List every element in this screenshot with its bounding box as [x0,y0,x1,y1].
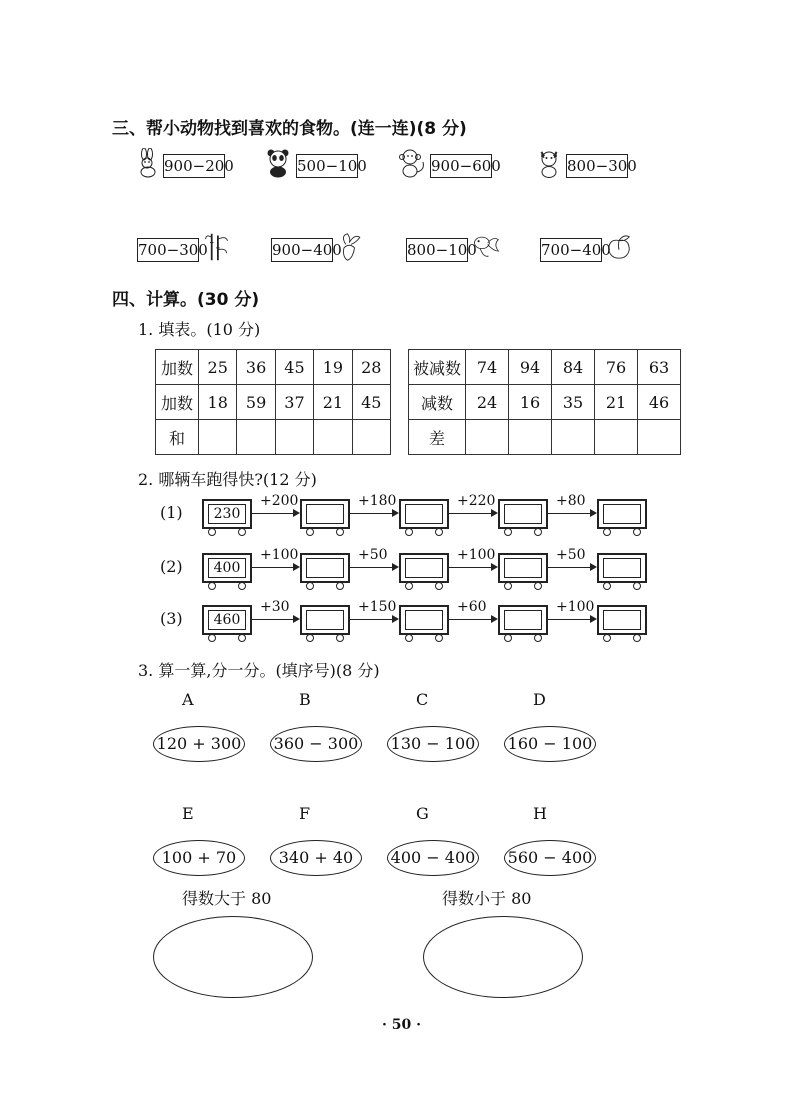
table-row [409,385,681,420]
car-start-value: 230 [208,504,246,524]
car-answer-box[interactable] [504,504,542,524]
arrow-icon [350,513,397,514]
table-cell: 45 [275,350,313,385]
table-cell: 76 [595,350,638,385]
answer-cell[interactable] [352,420,390,455]
car-answer-box[interactable] [504,558,542,578]
item-letter: D [533,690,546,709]
car[interactable] [498,605,548,639]
wheel-icon [534,582,542,590]
step-label: +200 [260,493,299,509]
item-letter: C [416,690,429,709]
table-cell: 被减数 [409,350,466,385]
expression-oval[interactable]: 100 + 70 [153,840,245,876]
answer-cell[interactable] [509,420,552,455]
wheel-icon [336,528,344,536]
section3-title: 三、帮小动物找到喜欢的食物。(连一连)(8 分) [112,119,467,139]
wheel-icon [603,634,611,642]
car[interactable] [597,499,647,533]
item-letter: F [299,804,311,823]
table-row [409,350,681,385]
step-label: +60 [457,599,487,615]
table-cell: 21 [314,385,352,420]
wheel-icon [534,528,542,536]
wheel-icon [208,528,216,536]
car[interactable] [597,605,647,639]
step-label: +30 [260,599,290,615]
arrow-icon [449,567,496,568]
animal-expr-1: 900−200 [163,154,225,178]
step-label: +100 [556,599,595,615]
arrow-icon [252,513,298,514]
arrow-icon [350,567,397,568]
car-answer-box[interactable] [306,504,344,524]
car-row-label: (1) [160,503,183,522]
animal-expr-4: 800−300 [566,154,628,178]
group-greater-label: 得数大于 80 [182,889,272,908]
bamboo-icon [203,232,231,262]
arrow-icon [252,619,298,620]
table-cell: 19 [314,350,352,385]
table-cell: 24 [466,385,509,420]
car[interactable] [300,499,350,533]
fish-icon [472,232,500,262]
step-label: +220 [457,493,496,509]
table-row [409,420,681,455]
wheel-icon [633,582,641,590]
group-less-label: 得数小于 80 [442,889,532,908]
step-label: +180 [358,493,397,509]
car-answer-box[interactable] [306,610,344,630]
car-answer-box[interactable] [603,558,641,578]
expression-oval[interactable]: 120 + 300 [153,726,245,762]
car [202,605,252,639]
section4-title: 四、计算。(30 分) [112,290,260,310]
wheel-icon [534,634,542,642]
monkey-icon [398,148,426,178]
step-label: +80 [556,493,586,509]
car-answer-box[interactable] [405,504,443,524]
answer-cell[interactable] [552,420,595,455]
table-cell: 74 [466,350,509,385]
wheel-icon [306,582,314,590]
food-expr-4: 700−400 [540,238,602,262]
item-letter: E [182,804,194,823]
table-row [156,385,391,420]
table-cell: 差 [409,420,466,455]
table-cell: 加数 [156,385,199,420]
table-cell: 37 [275,385,313,420]
car[interactable] [498,553,548,587]
step-label: +100 [457,547,496,563]
table-cell: 84 [552,350,595,385]
addition-table [155,349,391,455]
wheel-icon [238,582,246,590]
table-cell: 36 [237,350,275,385]
animal-expr-3: 900−600 [430,154,492,178]
table-cell: 46 [638,385,681,420]
expression-oval[interactable]: 160 − 100 [504,726,596,762]
step-label: +50 [358,547,388,563]
wheel-icon [603,528,611,536]
car-answer-box[interactable] [405,558,443,578]
arrow-icon [548,619,595,620]
wheel-icon [504,528,512,536]
page-number: · 50 · [382,1017,421,1033]
step-label: +50 [556,547,586,563]
q2-title: 2. 哪辆车跑得快?(12 分) [138,470,317,489]
food-expr-3: 800−100 [406,238,468,262]
group-less-oval[interactable] [423,916,583,998]
wheel-icon [208,582,216,590]
car-start-value: 460 [208,610,246,630]
expression-oval[interactable]: 360 − 300 [270,726,362,762]
item-letter: A [182,690,194,709]
q1-title: 1. 填表。(10 分) [138,320,261,339]
wheel-icon [633,634,641,642]
car[interactable] [399,499,449,533]
q3-title: 3. 算一算,分一分。(填序号)(8 分) [138,661,380,680]
animal-expr-2: 500−100 [296,154,358,178]
expression-oval[interactable]: 560 − 400 [504,840,596,876]
table-cell: 和 [156,420,199,455]
table-cell: 减数 [409,385,466,420]
step-label: +150 [358,599,397,615]
arrow-icon [548,567,595,568]
food-expr-1: 700−300 [137,238,199,262]
wheel-icon [633,528,641,536]
arrow-icon [252,567,298,568]
wheel-icon [435,634,443,642]
car[interactable] [498,499,548,533]
table-cell: 加数 [156,350,199,385]
table-row [156,420,391,455]
table-cell: 25 [199,350,237,385]
car[interactable] [597,553,647,587]
car-answer-box[interactable] [603,504,641,524]
table-cell: 94 [509,350,552,385]
answer-cell[interactable] [466,420,509,455]
answer-cell[interactable] [314,420,352,455]
car[interactable] [300,605,350,639]
item-letter: G [416,804,429,823]
wheel-icon [504,582,512,590]
wheel-icon [504,634,512,642]
car-start-value: 400 [208,558,246,578]
answer-cell[interactable] [237,420,275,455]
arrow-icon [449,513,496,514]
table-cell: 59 [237,385,275,420]
wheel-icon [238,634,246,642]
wheel-icon [405,528,413,536]
wheel-icon [603,582,611,590]
answer-cell[interactable] [199,420,237,455]
arrow-icon [350,619,397,620]
wheel-icon [405,634,413,642]
subtraction-table [408,349,681,455]
arrow-icon [449,619,496,620]
car[interactable] [399,605,449,639]
car-row-label: (2) [160,557,183,576]
group-greater-oval[interactable] [153,916,313,998]
car-answer-box[interactable] [603,610,641,630]
food-expr-2: 900−400 [271,238,333,262]
expression-oval[interactable]: 130 − 100 [387,726,479,762]
wheel-icon [435,582,443,590]
car-answer-box[interactable] [504,610,542,630]
car[interactable] [399,553,449,587]
wheel-icon [435,528,443,536]
answer-cell[interactable] [275,420,313,455]
expression-oval[interactable]: 400 − 400 [387,840,479,876]
rabbit-icon [134,148,162,178]
table-cell: 18 [199,385,237,420]
peach-icon [605,232,633,262]
table-cell: 63 [638,350,681,385]
car [202,499,252,533]
wheel-icon [306,634,314,642]
table-cell: 35 [552,385,595,420]
table-cell: 16 [509,385,552,420]
cat-icon [536,148,564,178]
expression-oval[interactable]: 340 + 40 [270,840,362,876]
panda-icon [265,148,293,178]
radish-icon [337,232,365,262]
answer-cell[interactable] [595,420,638,455]
wheel-icon [208,634,216,642]
car-answer-box[interactable] [405,610,443,630]
item-letter: B [299,690,311,709]
wheel-icon [306,528,314,536]
wheel-icon [336,582,344,590]
step-label: +100 [260,547,299,563]
wheel-icon [238,528,246,536]
wheel-icon [336,634,344,642]
answer-cell[interactable] [638,420,681,455]
car [202,553,252,587]
wheel-icon [405,582,413,590]
car[interactable] [300,553,350,587]
table-cell: 45 [352,385,390,420]
item-letter: H [533,804,547,823]
table-row [156,350,391,385]
table-cell: 28 [352,350,390,385]
table-cell: 21 [595,385,638,420]
car-answer-box[interactable] [306,558,344,578]
car-row-label: (3) [160,609,183,628]
arrow-icon [548,513,595,514]
